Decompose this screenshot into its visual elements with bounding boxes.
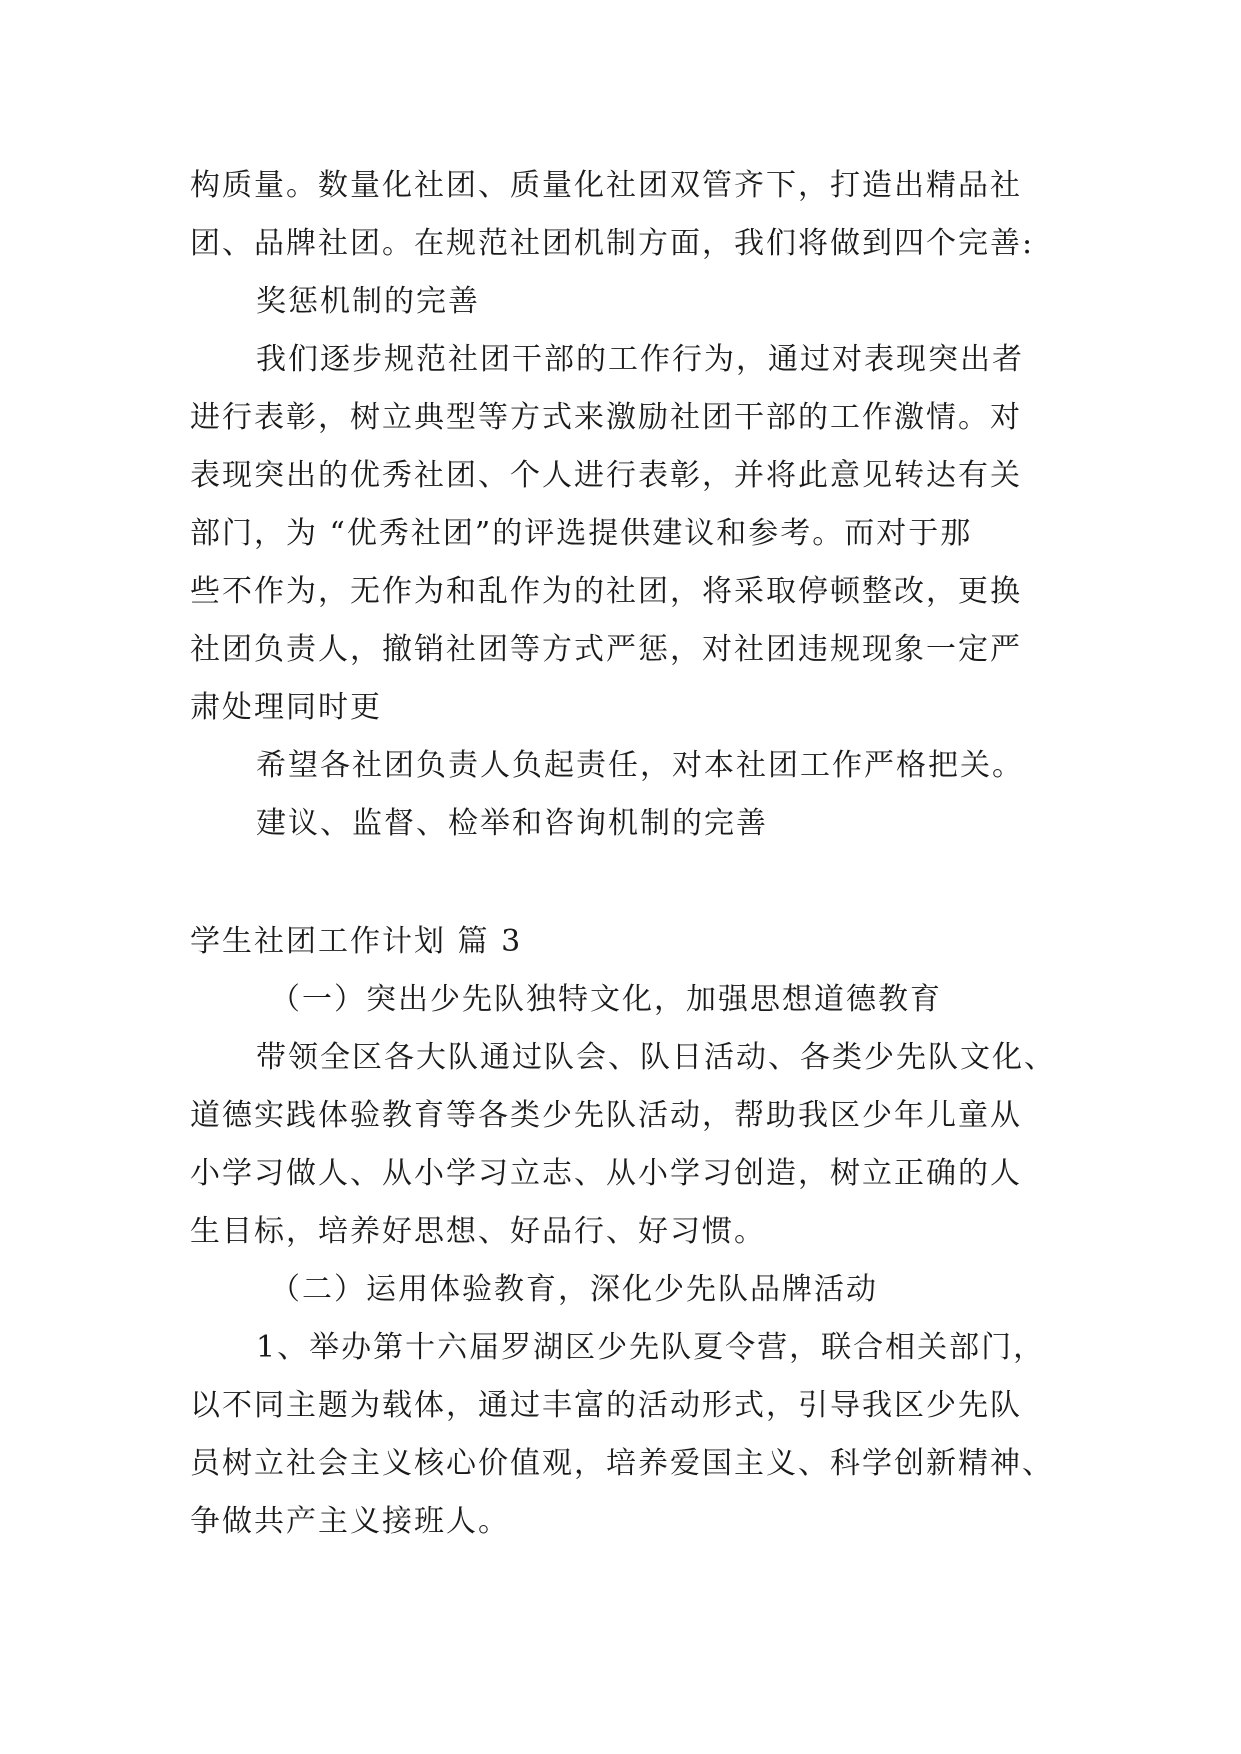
paragraph-line: 生目标，培养好思想、好品行、好习惯。 <box>190 1214 766 1249</box>
paragraph-line: 小学习做人、从小学习立志、从小学习创造，树立正确的人 <box>190 1156 1022 1191</box>
paragraph-line: 员树立社会主义核心价值观，培养爱国主义、科学创新精神、 <box>190 1446 1054 1481</box>
paragraph-line: 带领全区各大队通过队会、队日活动、各类少先队文化、 <box>256 1040 1056 1075</box>
paragraph-line: 部门，为 “优秀社团”的评选提供建议和参考。而对于那 <box>190 516 973 551</box>
paragraph-line: 社团负责人，撤销社团等方式严惩，对社团违规现象一定严 <box>190 632 1022 667</box>
paragraph-line: 构质量。数量化社团、质量化社团双管齐下，打造出精品社 <box>190 168 1022 203</box>
section-gap <box>190 853 1060 913</box>
paragraph-line: 争做共产主义接班人。 <box>190 1504 510 1539</box>
paragraph-line: 我们逐步规范社团干部的工作行为，通过对表现突出者 <box>256 342 1024 377</box>
document-page <box>190 157 1060 1551</box>
subheading-culture: （一）突出少先队独特文化，加强思想道德教育 <box>270 982 942 1017</box>
paragraph-line: 表现突出的优秀社团、个人进行表彰，并将此意见转达有关 <box>190 458 1022 493</box>
paragraph-line: 进行表彰，树立典型等方式来激励社团干部的工作激情。对 <box>190 400 1022 435</box>
subheading-suggestion-supervision: 建议、监督、检举和咨询机制的完善 <box>256 806 768 841</box>
paragraph-line: 团、品牌社团。在规范社团机制方面，我们将做到四个完善: <box>190 226 1035 261</box>
paragraph-line: 以不同主题为载体，通过丰富的活动形式，引导我区少先队 <box>190 1388 1022 1423</box>
paragraph-line: 道德实践体验教育等各类少先队活动，帮助我区少年儿童从 <box>190 1098 1022 1133</box>
paragraph-line: 肃处理同时更 <box>190 690 382 725</box>
paragraph-line: 些不作为，无作为和乱作为的社团，将采取停顿整改，更换 <box>190 574 1022 609</box>
paragraph-line: 1、举办第十六届罗湖区少先队夏令营，联合相关部门， <box>256 1330 1046 1365</box>
paragraph-line: 希望各社团负责人负起责任，对本社团工作严格把关。 <box>256 748 1024 783</box>
subheading-experience: （二）运用体验教育，深化少先队品牌活动 <box>270 1272 878 1307</box>
section-title: 学生社团工作计划 篇 3 <box>190 924 523 959</box>
subheading-reward-punishment: 奖惩机制的完善 <box>256 284 480 319</box>
